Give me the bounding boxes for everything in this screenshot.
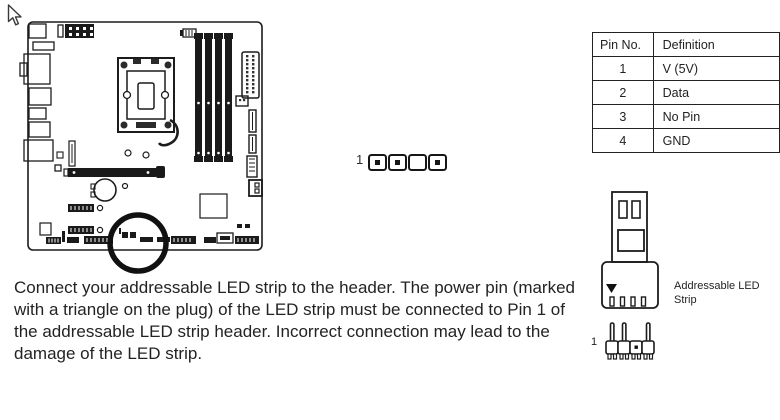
pin1-label-bottom: 1 bbox=[591, 336, 598, 348]
pin-number: 1 bbox=[593, 57, 654, 81]
table-header-definition: Definition bbox=[653, 33, 779, 57]
sata-connectors bbox=[247, 110, 257, 177]
pin-dot bbox=[395, 160, 400, 165]
pin-definition-table bbox=[592, 32, 780, 153]
highlight-circle bbox=[110, 215, 166, 271]
rear-io-ports bbox=[20, 24, 61, 171]
cpu-socket bbox=[118, 58, 178, 145]
table-header-pin-no: Pin No. bbox=[593, 33, 654, 57]
pin-number: 3 bbox=[593, 105, 654, 129]
pin-definition: GND bbox=[653, 129, 779, 153]
atx-power-connector bbox=[242, 52, 259, 98]
pin-definition: V (5V) bbox=[653, 57, 779, 81]
pin-dot bbox=[435, 160, 440, 165]
pin-box bbox=[368, 154, 387, 171]
chipset bbox=[200, 194, 227, 218]
motherboard-diagram bbox=[0, 0, 300, 285]
table-header-row bbox=[593, 33, 780, 57]
pin1-label-mid: 1 bbox=[356, 152, 364, 167]
vrm-block bbox=[40, 223, 51, 235]
table-row bbox=[593, 57, 780, 81]
argb-header-pins bbox=[368, 154, 448, 171]
fan-header bbox=[180, 29, 196, 37]
usb3-connector bbox=[249, 180, 262, 196]
pcie-slot bbox=[64, 166, 165, 178]
pin-box-empty bbox=[408, 154, 427, 171]
table-row bbox=[593, 81, 780, 105]
pin-definition: No Pin bbox=[653, 105, 779, 129]
strip-label: Addressable LED Strip bbox=[674, 280, 760, 306]
pin-box bbox=[428, 154, 447, 171]
table-row bbox=[593, 129, 780, 153]
m2-connectors bbox=[68, 204, 103, 234]
pin-definition: Data bbox=[653, 81, 779, 105]
pin-dot bbox=[375, 160, 380, 165]
pin-number: 2 bbox=[593, 81, 654, 105]
pin-number: 4 bbox=[593, 129, 654, 153]
argb-header-3d-icon bbox=[602, 320, 662, 362]
description-text: Connect your addressable LED strip to the header. The power pin (marked with a triangle on the plug) of the LED strip must be connected to Pin 1 of the addressable LED strip header. Incorrect connection may lead to the damage of the LED strip. bbox=[14, 278, 575, 363]
ram-slots bbox=[194, 33, 233, 162]
led-strip-plug-icon bbox=[595, 190, 667, 318]
cpu-power-connector bbox=[58, 24, 94, 38]
small-square bbox=[57, 152, 63, 158]
m2-screw-slot bbox=[69, 141, 75, 166]
battery bbox=[91, 179, 116, 201]
table-row bbox=[593, 105, 780, 129]
pin1-triangle-marker bbox=[606, 284, 617, 293]
pin-box bbox=[388, 154, 407, 171]
pin-table-wrap bbox=[592, 32, 780, 153]
